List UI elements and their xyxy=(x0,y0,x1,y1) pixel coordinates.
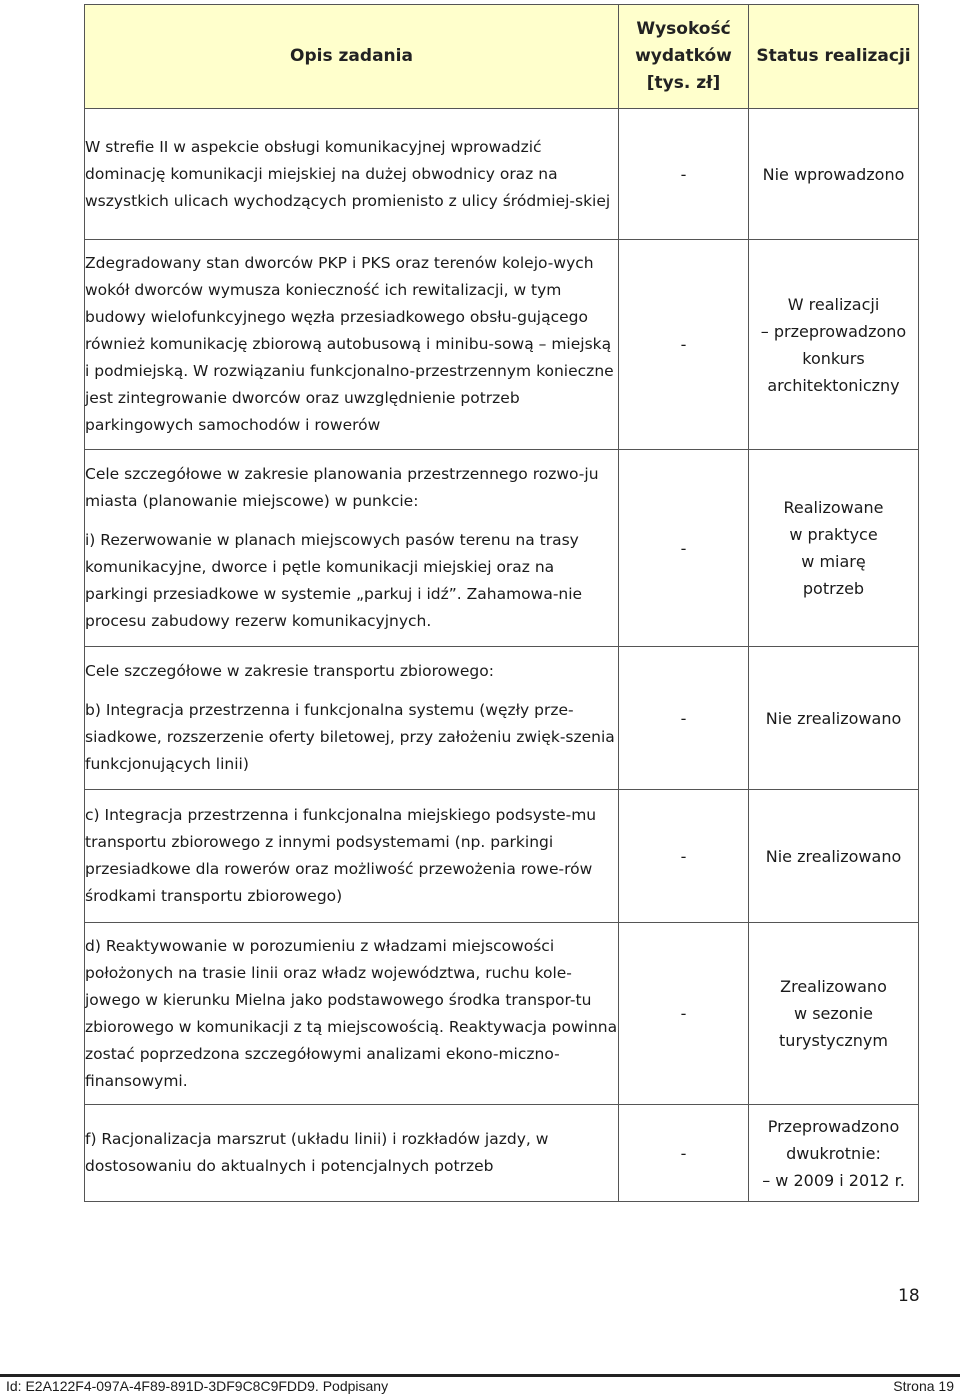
status-line: Nie zrealizowano xyxy=(765,708,902,728)
task-description xyxy=(85,790,619,923)
task-cost: - xyxy=(619,1105,749,1202)
task-cost: - xyxy=(619,450,749,647)
task-status xyxy=(749,790,919,923)
description-paragraph: W strefie II w aspekcie obsługi komunikacyjnej wprowadzić dominację komunikacji miejskiej na dużej obwodnicy oraz na wszystkich ulicach wychodzących promienisto z ulicy śródmiej-skiej xyxy=(85,137,611,210)
status-line: konkurs xyxy=(802,348,865,368)
footer-document-id: Id: E2A122F4-097A-4F89-891D-3DF9C8C9FDD9. Podpisany xyxy=(6,1378,389,1394)
status-line: dwukrotnie: xyxy=(786,1143,881,1163)
description-paragraph: Cele szczegółowe w zakresie transportu zbiorowego: xyxy=(85,662,494,680)
task-description xyxy=(85,240,619,450)
status-line: w miarę xyxy=(801,552,866,571)
task-cost: - xyxy=(619,790,749,923)
task-status xyxy=(749,647,919,790)
task-description xyxy=(85,450,619,647)
task-cost: - xyxy=(619,109,749,240)
description-paragraph: i) Rezerwowanie w planach miejscowych pasów terenu na trasy komunikacyjne, dworce i pętle komunikacji miejskiej oraz na parkingi przesiadkowe w systemie „parkuj i idź”. Zahamowa-nie procesu zabudowy rezerw komunikacyjnych. xyxy=(85,531,583,630)
description-paragraph: d) Reaktywowanie w porozumieniu z władzami miejscowości położonych na trasie linii oraz władz województwa, ruchu kole-jowego w kierunku Mielna jako podstawowego środka transpor-tu zbiorowego w komunikacji z tą miejscowością. Reaktywacja powinna zostać poprzedzona szczegółowymi analizami ekono-miczno-finansowymi. xyxy=(85,936,618,1090)
status-line: architektoniczny xyxy=(767,375,900,395)
task-description xyxy=(85,923,619,1105)
task-cost: - xyxy=(619,647,749,790)
task-status xyxy=(749,1105,919,1202)
status-line: W realizacji xyxy=(787,294,880,314)
table-row xyxy=(85,923,919,1105)
status-line: w sezonie xyxy=(794,1004,873,1023)
header-status: Status realizacji xyxy=(749,5,919,109)
header-cost: Wysokość wydatków [tys. zł] xyxy=(619,5,749,109)
table-header-row xyxy=(85,5,919,109)
table-row xyxy=(85,647,919,790)
description-paragraph: Zdegradowany stan dworców PKP i PKS oraz terenów kolejo-wych wokół dworców wymusza konieczność ich rewitalizacji, w tym budowy wielofunkcyjnego węzła przesiadkowego obsłu-gującego również komunikację zbiorową autobusową i minibu-sową – miejską i podmiejską. W rozwiązaniu funkcjonalno-przestrzennym konieczne jest zintegrowanie dworców oraz uwzględnienie potrzeb parkingowych samochodów i rowerów xyxy=(85,254,614,434)
description-paragraph: Cele szczegółowe w zakresie planowania przestrzennego rozwo-ju miasta (planowanie miejscowe) w punkcie: xyxy=(85,465,599,510)
status-line: Zrealizowano xyxy=(780,977,887,996)
task-status xyxy=(749,240,919,450)
table-row xyxy=(85,790,919,923)
footer-page-label: Strona 19 xyxy=(893,1378,954,1394)
header-description: Opis zadania xyxy=(85,5,619,109)
status-line: Nie zrealizowano xyxy=(765,846,902,866)
task-status xyxy=(749,109,919,240)
description-paragraph: f) Racjonalizacja marszrut (układu linii) i rozkładów jazdy, w dostosowaniu do aktualnych i potencjalnych potrzeb xyxy=(85,1130,549,1175)
task-description xyxy=(85,647,619,790)
task-status xyxy=(749,450,919,647)
status-line: – w 2009 i 2012 r. xyxy=(762,1170,905,1190)
task-status xyxy=(749,923,919,1105)
description-paragraph: b) Integracja przestrzenna i funkcjonalna systemu (węzły prze-siadkowe, rozszerzenie oferty biletowej, przy założeniu zwięk-szenia funkcjonujących linii) xyxy=(85,701,615,773)
table-row xyxy=(85,240,919,450)
footer-divider xyxy=(0,1374,960,1377)
page-number: 18 xyxy=(898,1286,920,1306)
task-description xyxy=(85,109,619,240)
task-cost: - xyxy=(619,923,749,1105)
status-line: w praktyce xyxy=(789,525,878,544)
task-description xyxy=(85,1105,619,1202)
tasks-table xyxy=(84,4,919,1202)
status-line: turystycznym xyxy=(779,1031,888,1050)
task-cost: - xyxy=(619,240,749,450)
description-paragraph: c) Integracja przestrzenna i funkcjonalna miejskiego podsyste-mu transportu zbiorowego z innymi podsystemami (np. parkingi przesiadkowe dla rowerów oraz możliwość przewożenia rowe-rów środkami transportu zbiorowego) xyxy=(85,806,597,905)
status-line: potrzeb xyxy=(802,579,865,598)
status-line: – przeprowadzono xyxy=(760,321,907,341)
table-row xyxy=(85,450,919,647)
table-row xyxy=(85,109,919,240)
status-line: Realizowane xyxy=(783,498,884,517)
status-line: Nie wprowadzono xyxy=(762,164,905,184)
table-row xyxy=(85,1105,919,1202)
status-line: Przeprowadzono xyxy=(767,1116,900,1136)
